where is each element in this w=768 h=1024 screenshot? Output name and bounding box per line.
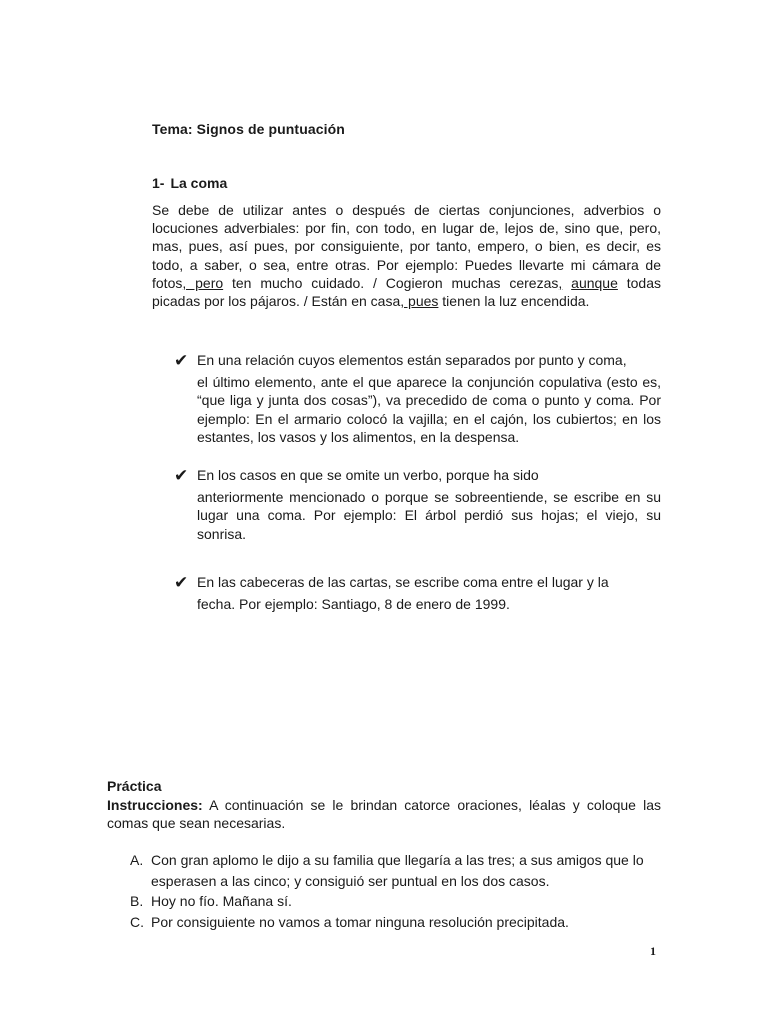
bullet-text: el último elemento, ante el que aparece la conjunción copulativa (esto es, “que liga y junta dos cosas”), va precedido de coma o punto y coma. Por ejemplo: En el armario colocó la vajilla; en el cajón, los cubiertos; en los estantes, los vasos y los alimentos, en la despensa. xyxy=(197,374,661,445)
instructions-text: A continuación se le brindan catorce oraciones, léalas y coloque las comas que sean necesarias. xyxy=(107,797,661,832)
underlined-text: , xyxy=(558,274,563,291)
bullet-item xyxy=(174,351,661,466)
underlined-text: , pues xyxy=(400,293,439,310)
instructions-paragraph xyxy=(107,796,661,832)
item-text: Por consiguiente no vamos a tomar ninguna resolución precipitada. xyxy=(151,913,569,930)
practice-heading: Práctica xyxy=(107,778,162,794)
intro-text: ten mucho cuidado. / Cogieron muchas cerezas xyxy=(223,274,559,291)
bullet-item xyxy=(174,466,661,573)
checkmark-icon: ✔ xyxy=(174,573,189,592)
checkmark-icon: ✔ xyxy=(174,351,189,370)
bullet-text: fecha. Por ejemplo: Santiago, 8 de enero de 1999. xyxy=(197,596,510,613)
bullet-item xyxy=(174,573,661,613)
section-number: 1- xyxy=(152,175,165,191)
intro-text: tienen la luz encendida. xyxy=(438,293,590,310)
intro-text: todas picadas por los pájaros. / Están en casa xyxy=(152,274,661,310)
item-text: Con gran aplomo le dijo a su familia que llegaría a las tres; a sus amigos que lo esperasen a las cinco; y consiguió ser puntual en los dos casos. xyxy=(151,852,644,889)
bullet-text: anteriormente mencionado o porque se sobreentiende, se escribe en su lugar una coma. Por ejemplo: El árbol perdió sus hojas; el viejo, su sonrisa. xyxy=(197,489,661,542)
bullet-list xyxy=(174,351,661,613)
checkmark-icon: ✔ xyxy=(174,466,189,485)
bullet-first-line: En los casos en que se omite un verbo, porque ha sido xyxy=(197,467,539,483)
item-letter: C. xyxy=(130,913,144,930)
page-title: Tema: Signos de puntuación xyxy=(152,121,345,137)
section-heading xyxy=(152,175,227,191)
exercise-item xyxy=(130,912,661,933)
item-letter: B. xyxy=(130,893,144,909)
intro-text xyxy=(562,275,571,291)
intro-paragraph xyxy=(152,201,661,310)
item-text: Hoy no fío. Mañana sí. xyxy=(151,893,292,909)
exercise-list xyxy=(130,850,661,932)
instructions-label: Instrucciones: xyxy=(107,797,203,813)
intro-text: Se debe de utilizar antes o después de ciertas conjunciones, adverbios o locuciones adverbiales: por fin, con todo, en lugar de, lejos de, sino que, pero, mas, pues, así pues, por consiguiente, por tanto, empero, o bien, es decir, es todo, a saber, o sea, entre otras. Por ejemplo: Puedes llevarte mi cámara de fotos xyxy=(152,202,661,291)
page-number: 1 xyxy=(650,944,656,958)
exercise-item xyxy=(130,850,661,891)
bullet-first-line: En una relación cuyos elementos están separados por punto y coma, xyxy=(197,352,627,368)
exercise-item xyxy=(130,891,661,912)
section-heading-text: La coma xyxy=(170,175,228,191)
underlined-text: , pero xyxy=(182,274,224,291)
item-letter: A. xyxy=(130,852,144,868)
bullet-first-line: En las cabeceras de las cartas, se escribe coma entre el lugar y la xyxy=(197,574,609,590)
underlined-text: aunque xyxy=(571,274,618,291)
